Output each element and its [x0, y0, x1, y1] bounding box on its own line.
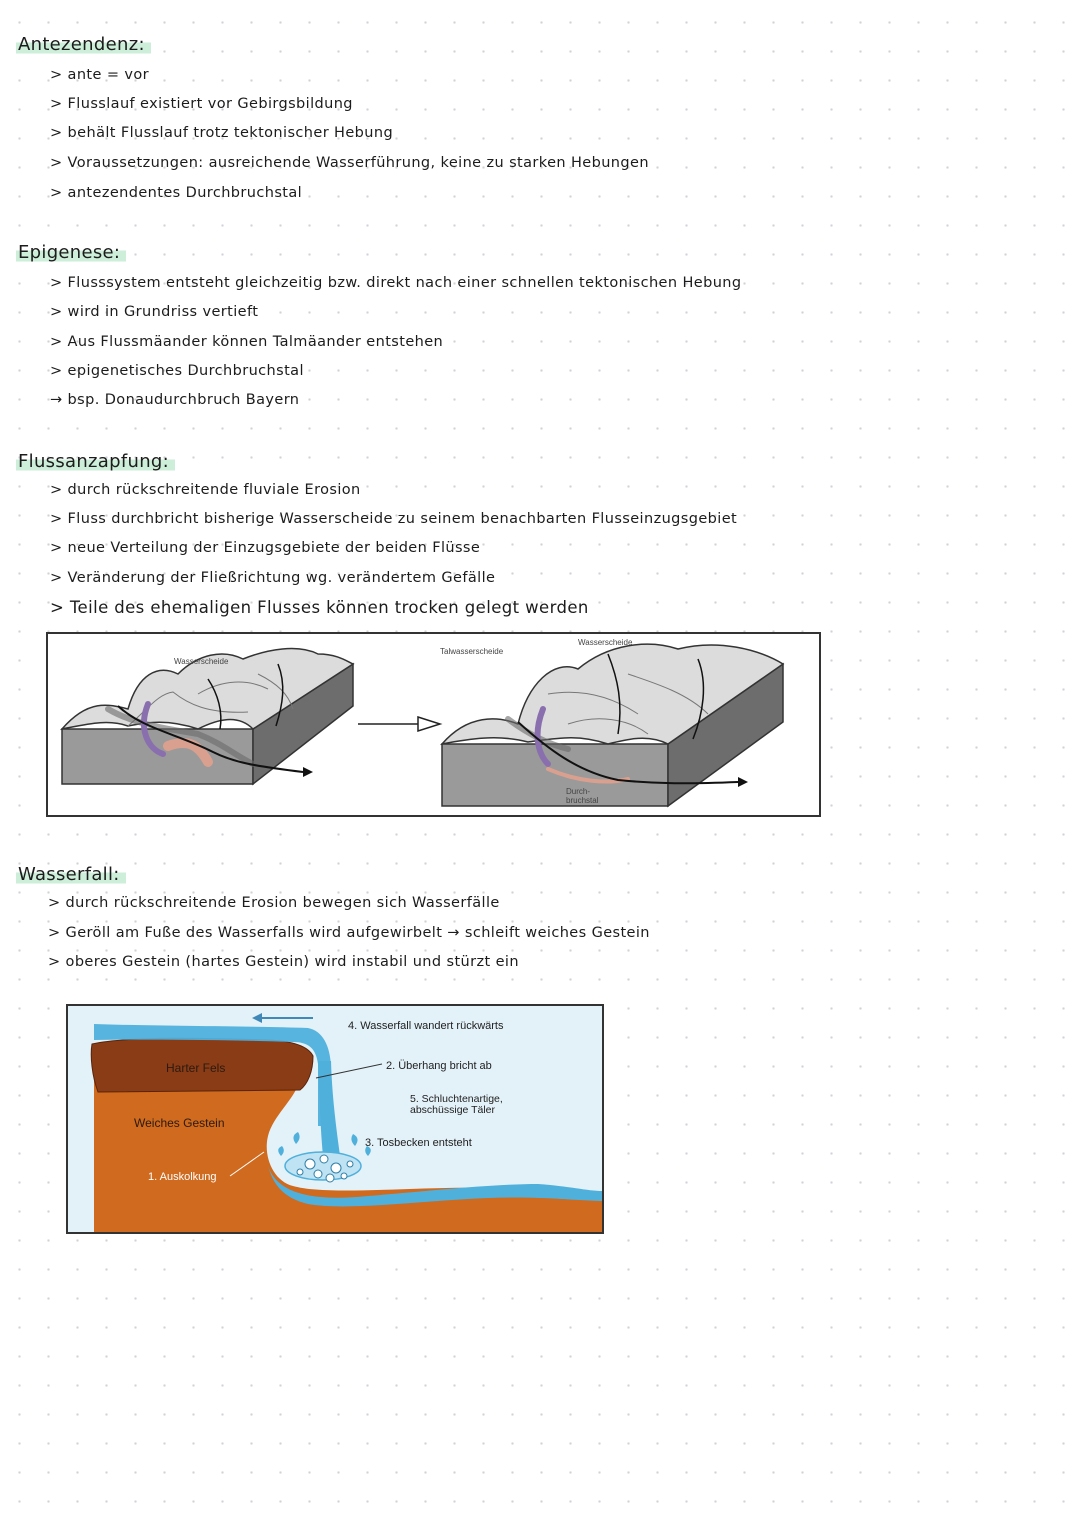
- antezedenz-line-4: > Voraussetzungen: ausreichende Wasserführung, keine zu starken Hebungen: [50, 155, 649, 171]
- label-durchbruchstal-1: Durch-: [566, 787, 591, 796]
- label-harter-fels: Harter Fels: [166, 1061, 226, 1075]
- flussanzapfung-line-2: > Fluss durchbricht bisherige Wasserscheide zu seinem benachbarten Flusseinzugsgebiet: [50, 511, 738, 527]
- flussanzapfung-line-5: > Teile des ehemaligen Flusses können trocken gelegt werden: [50, 598, 589, 617]
- label-wasserscheide-after: Wasserscheide: [578, 638, 633, 647]
- heading-antezedenz: Antezendenz:: [16, 34, 151, 55]
- antezedenz-line-1: > ante = vor: [50, 67, 150, 83]
- label-step-5-line-2: abschüssige Täler: [410, 1104, 496, 1116]
- antezedenz-line-5: > antezendentes Durchbruchstal: [50, 185, 303, 201]
- label-wasserscheide-before: Wasserscheide: [174, 657, 229, 666]
- label-step-3: 3. Tosbecken entsteht: [365, 1137, 472, 1149]
- flussanzapfung-line-3: > neue Verteilung der Einzugsgebiete der beiden Flüsse: [50, 540, 481, 556]
- label-talwasserscheide: Talwasserscheide: [440, 647, 504, 656]
- wasserfall-diagram: [66, 1004, 604, 1234]
- wasserfall-line-2: > Geröll am Fuße des Wasserfalls wird aufgewirbelt → schleift weiches Gestein: [48, 925, 650, 941]
- antezedenz-line-2: > Flusslauf existiert vor Gebirgsbildung: [50, 96, 353, 112]
- heading-flussanzapfung: Flussanzapfung:: [16, 451, 175, 472]
- label-step-5-line-1: 5. Schluchtenartige,: [410, 1093, 503, 1105]
- heading-wasserfall: Wasserfall:: [16, 864, 126, 885]
- epigenese-line-2: > wird in Grundriss vertieft: [50, 304, 259, 320]
- flussanzapfung-line-1: > durch rückschreitende fluviale Erosion: [50, 482, 361, 498]
- flussanzapfung-line-4: > Veränderung der Fließrichtung wg. verändertem Gefälle: [50, 570, 496, 586]
- label-step-4: 4. Wasserfall wandert rückwärts: [348, 1020, 504, 1032]
- wasserfall-line-1: > durch rückschreitende Erosion bewegen sich Wasserfälle: [48, 895, 500, 911]
- heading-epigenese: Epigenese:: [16, 242, 126, 263]
- epigenese-line-5: → bsp. Donaudurchbruch Bayern: [50, 392, 300, 408]
- block-before: [62, 649, 353, 784]
- wasserfall-line-3: > oberes Gestein (hartes Gestein) wird instabil und stürzt ein: [48, 954, 519, 970]
- label-step-2: 2. Überhang bricht ab: [386, 1060, 492, 1072]
- label-weiches-gestein: Weiches Gestein: [134, 1116, 225, 1130]
- block-after: [440, 638, 783, 806]
- label-step-1: 1. Auskolkung: [148, 1171, 217, 1183]
- epigenese-line-4: > epigenetisches Durchbruchstal: [50, 363, 304, 379]
- transition-arrow-icon: [358, 717, 440, 731]
- label-durchbruchstal-2: bruchstal: [566, 796, 599, 805]
- flussanzapfung-diagram: [46, 632, 821, 817]
- epigenese-line-3: > Aus Flussmäander können Talmäander entstehen: [50, 334, 444, 350]
- epigenese-line-1: > Flusssystem entsteht gleichzeitig bzw. direkt nach einer schnellen tektonischen Hebung: [50, 275, 742, 291]
- antezedenz-line-3: > behält Flusslauf trotz tektonischer Hebung: [50, 125, 394, 141]
